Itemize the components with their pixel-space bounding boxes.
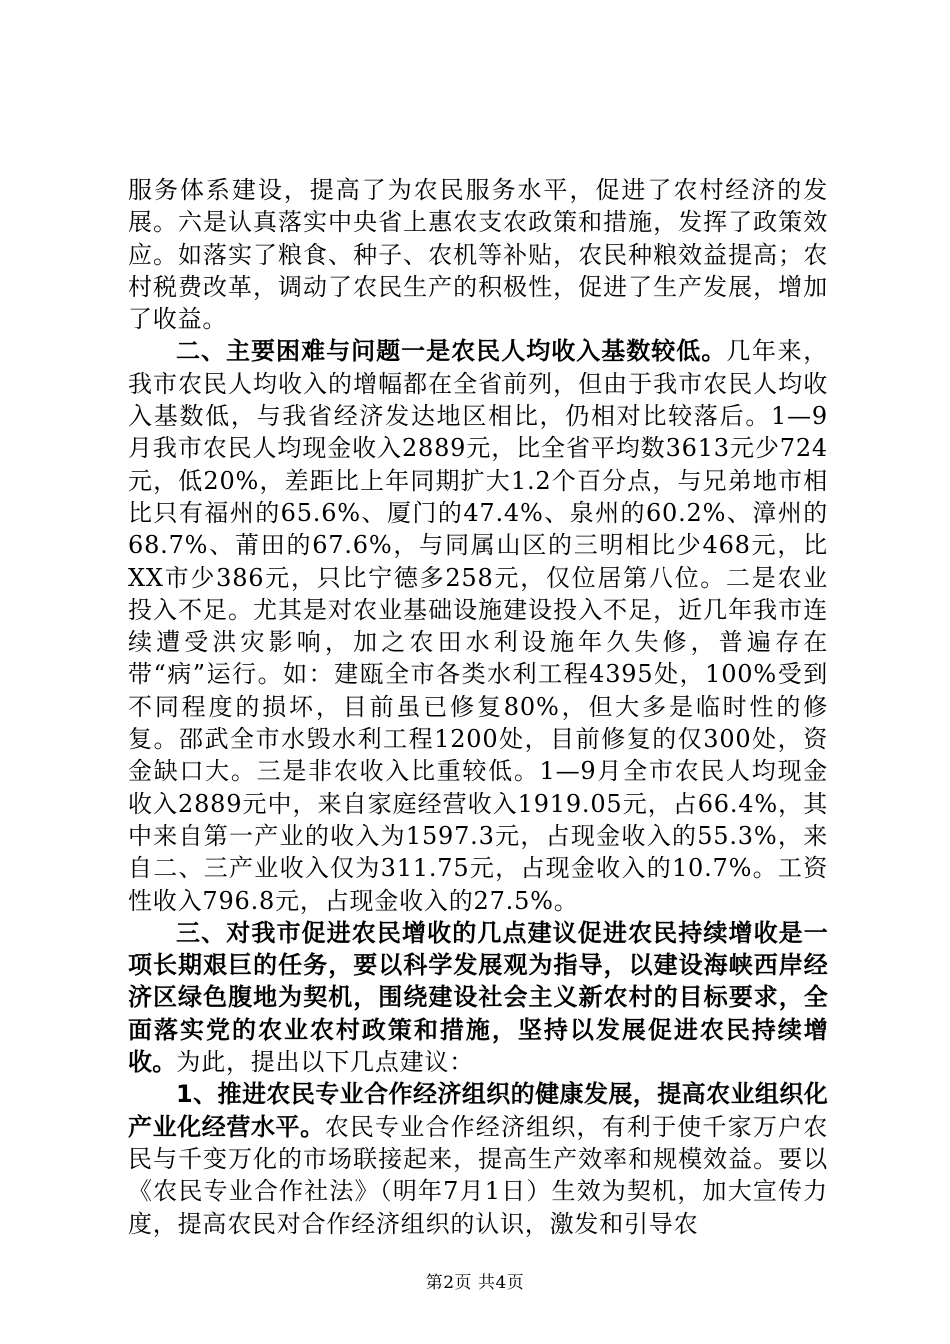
- section-heading-2: 二、主要困难与问题一是农民人均收入基数较低。: [176, 337, 727, 366]
- paragraph-2: [128, 335, 828, 916]
- paragraph-1: 服务体系建设，提高了为农民服务水平，促进了农村经济的发展。六是认真落实中央省上惠农支农政策和措施，发挥了政策效应。如落实了粮食、种子、农机等补贴，农民种粮效益提高；农村税费改革，调动了农民生产的积极性，促进了生产发展，增加了收益。: [128, 176, 828, 334]
- section-heading-4: 1、推进农民专业合作经济组织的健康发展，提高农业组织化产业化经营水平。: [128, 1080, 828, 1141]
- paragraph-3-text: 为此，提出以下几点建议：: [176, 1048, 475, 1077]
- paragraph-4-text: 农民专业合作经济组织，有利于使千家万户农民与千变万化的市场联接起来，提高生产效率和规模效益。要以《农民专业合作社法》（明年7月1日）生效为契机，加大宣传力度，提高农民对合作经济组织的认识，激发和引导农: [128, 1112, 828, 1238]
- section-heading-3: 三、对我市促进农民增收的几点建议促进农民持续增收是一项长期艰巨的任务，要以科学发展观为指导，以建设海峡西岸经济区绿色腹地为契机，围绕建设社会主义新农村的目标要求，全面落实党的农业农村政策和措施，坚持以发展促进农民持续增收。: [128, 918, 828, 1077]
- page-footer: 第2页 共4页: [425, 1273, 525, 1293]
- paragraph-2-text: 几年来，我市农民人均收入的增幅都在全省前列，但由于我市农民人均收入基数低，与我省经济发达地区相比，仍相对比较落后。1—9月我市农民人均现金收入2889元，比全省平均数3613元少724元，低20%，差距比上年同期扩大1.2个百分点，与兄弟地市相比只有福州的65.6%、厦门的47.4%、泉州的60.2%、漳州的68.7%、莆田的67.6%，与同属山区的三明相比少468元，比XX市少386元，只比宁德多258元，仅位居第八位。二是农业投入不足。尤其是对农业基础设施建设投入不足，近几年我市连续遭受洪灾影响，加之农田水利设施年久失修，普遍存在带“病”运行。如：建瓯全市各类水利工程4395处，100%受到不同程度的损坏，目前虽已修复80%，但大多是临时性的修复。邵武全市水毁水利工程1200处，目前修复的仅300处，资金缺口大。三是非农收入比重较低。1—9月全市农民人均现金收入2889元中，来自家庭经营收入1919.05元，占66.4%，其中来自第一产业的收入为1597.3元，占现金收入的55.3%，来自二、三产业收入仅为311.75元，占现金收入的10.7%。工资性收入796.8元，占现金收入的27.5%。: [128, 337, 828, 915]
- paragraph-3: [128, 917, 828, 1078]
- document-body: [128, 174, 828, 1240]
- paragraph-4: [128, 1078, 828, 1239]
